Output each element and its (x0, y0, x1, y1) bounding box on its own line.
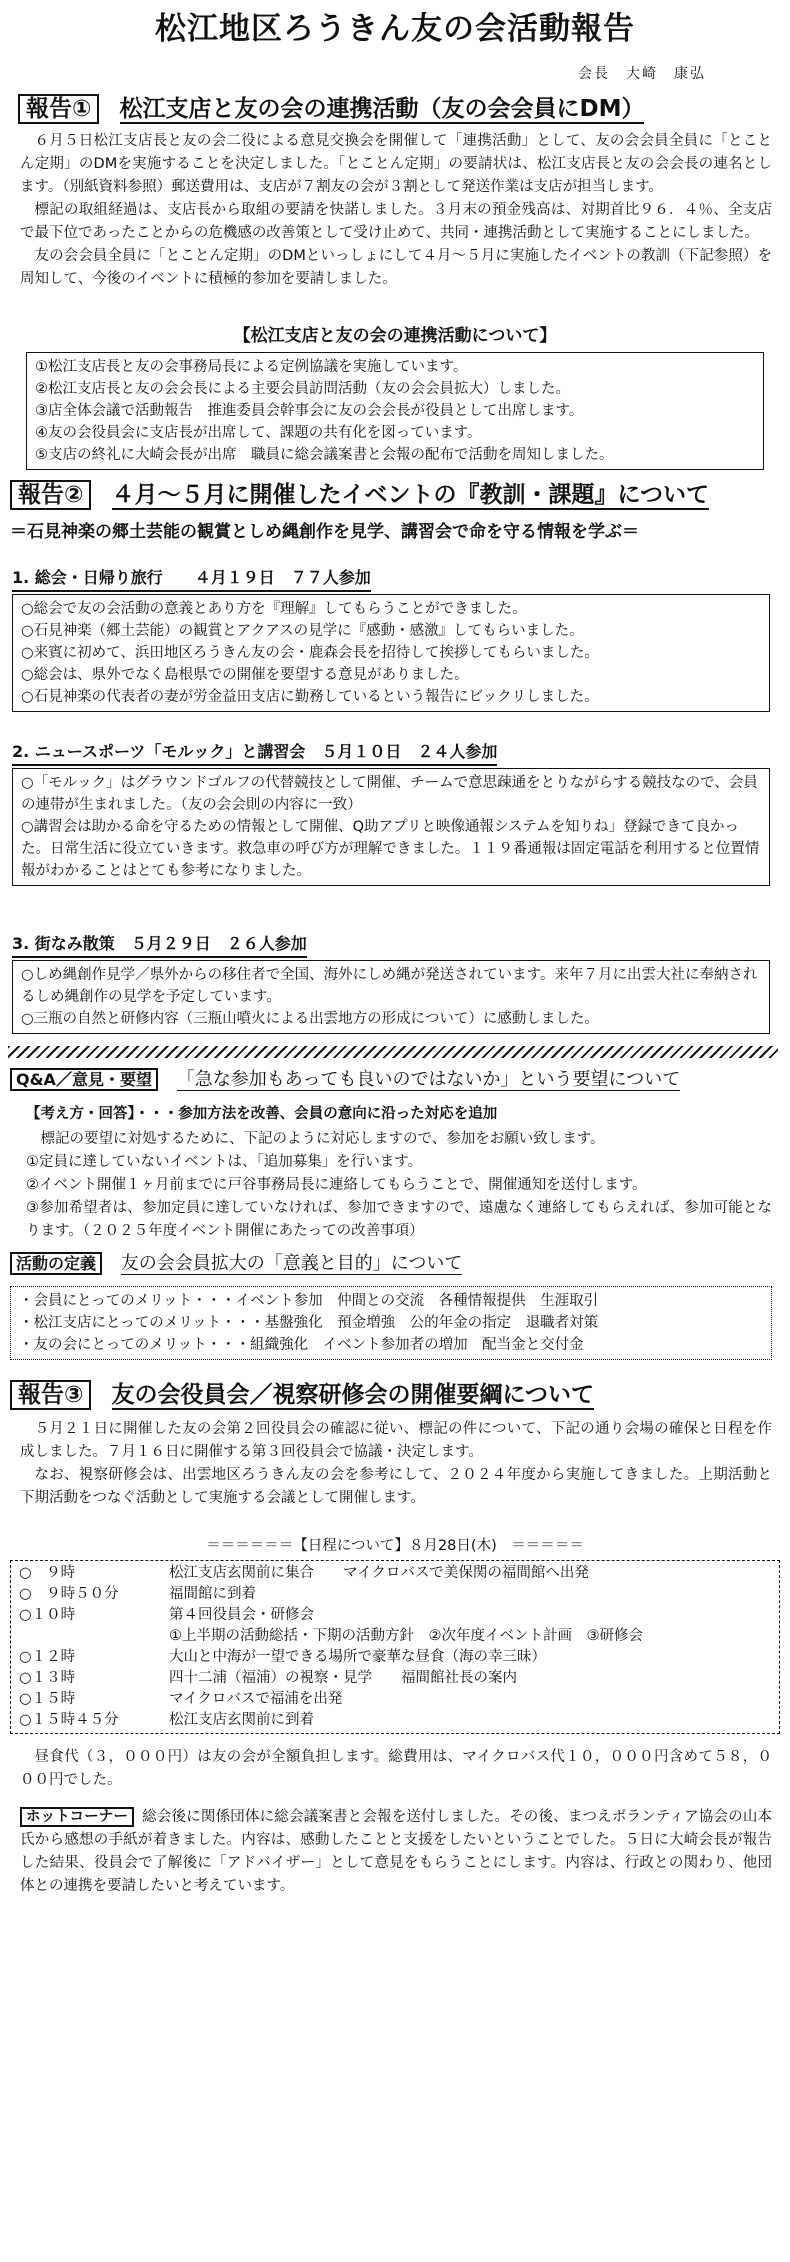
definition-header (10, 1250, 462, 1277)
list-item: ・友の会にとってのメリット・・・組織強化 イベント参加者の増加 配当金と交付金 (19, 1337, 584, 1353)
schedule-desc: ①上半期の活動総括・下期の活動方針 ②次年度イベント計画 ③研修会 (169, 1628, 643, 1644)
qa-header (10, 1066, 680, 1093)
schedule-time: ○１５時 (19, 1691, 76, 1707)
hot-corner-text: 総会後に関係団体に総会議案書と会報を送付しました。その後、まつえボランティア協会の山本氏から感想の手紙が着きました。内容は、感動したことと支援をしたいということでした。５日に大崎会長が報告した結果、役員会で了解後に「アドバイザー」として意見をもらうことにします。内容は、行政との関わり、他団体との連携を要請したいと考えています。 (20, 1809, 772, 1894)
report1-tag: 報告① (18, 94, 99, 124)
report3-body (20, 1418, 772, 1510)
paragraph: ②イベント開催１ヶ月前までに戸谷事務局長に連絡してもらうことで、開催通知を送付します。 (26, 1177, 647, 1193)
qa-tag: Q&A／意見・要望 (10, 1068, 158, 1091)
list-item: ⑤支店の終礼に大崎会長が出席 職員に総会議案書と会報の配布で活動を周知しました。 (35, 447, 614, 463)
list-item: ○総会は、県外でなく島根県での開催を要望する意見がありました。 (21, 667, 469, 683)
report1-body (20, 130, 772, 291)
paragraph: なお、視察研修会は、出雲地区ろうきん友の会を参考にして、２０２４年度から実施してきました。上期活動と下期活動をつなぐ活動として実施する会議として開催します。 (20, 1467, 772, 1506)
list-item: ○しめ縄創作見学／県外からの移住者で全国、海外にしめ縄が発送されています。来年７月に出雲大社に奉納されるしめ縄創作の見学を予定しています。 (21, 967, 758, 1005)
schedule-desc: 大山と中海が一望できる場所で豪華な昼食（海の幸三昧） (169, 1649, 546, 1665)
list-item: ・会員にとってのメリット・・・イベント参加 仲間との交流 各種情報提供 生涯取引 (19, 1293, 599, 1309)
schedule-desc: 松江支店玄関前に集合 マイクロバスで美保関の福間館へ出発 (169, 1565, 589, 1581)
schedule-time (19, 1626, 169, 1647)
list-item: ・松江支店にとってのメリット・・・基盤強化 預金増強 公的年金の指定 退職者対策 (19, 1315, 599, 1331)
list-item: ①松江支店長と友の会事務局長による定例協議を実施しています。 (35, 359, 468, 375)
paragraph: 昼食代（３，０００円）は友の会が全額負担します。総費用は、マイクロバス代１０，０００円含めて５８，０００円でした。 (20, 1749, 772, 1788)
definition-heading: 友の会会員拡大の「意義と目的」について (120, 1253, 463, 1274)
qa-body (26, 1128, 772, 1243)
report2-tag: 報告② (10, 480, 91, 510)
event1-box (12, 594, 770, 712)
report1-header (18, 92, 644, 127)
report2-subtitle: ＝石見神楽の郷土芸能の観賞としめ縄創作を見学、講習会で命を守る情報を学ぶ＝ (10, 522, 639, 542)
report2-header (10, 478, 709, 513)
list-item: ○総会で友の会活動の意義とあり方を『理解』してもらうことができました。 (21, 601, 527, 617)
paragraph: ５月２１日に開催した友の会第２回役員会の確認に従い、標記の件について、下記の通り会場の確保と日程を作成しました。７月１６日に開催する第３回役員会で協議・決定します。 (20, 1421, 772, 1460)
report2-heading: ４月～５月に開催したイベントの『教訓・課題』について (111, 482, 710, 508)
schedule-row (19, 1668, 771, 1689)
report3-tag: 報告③ (10, 1380, 91, 1410)
report3-heading: 友の会役員会／視察研修会の開催要綱について (111, 1382, 595, 1408)
list-item: ○石見神楽（郷土芸能）の観賞とアクアスの見学に『感動・感激』してもらいました。 (21, 623, 584, 639)
schedule-time: ○ ９時５０分 (19, 1586, 119, 1602)
schedule-time: ○１５時４５分 (19, 1712, 119, 1728)
definition-tag: 活動の定義 (10, 1252, 102, 1275)
schedule-desc: 四十二浦（福浦）の視察・見学 福間館社長の案内 (169, 1670, 517, 1686)
paragraph: ６月５日松江支店長と友の会二役による意見交換会を開催して「連携活動」として、友の会会員全員に「とことん定期」のDMを実施することを決定しました。「とことん定期」の要請状は、松江支店長と友の会会長の連名とします。（別紙資料参照）郵送費用は、支店が７割友の会が３割として発送作業は支店が担当します。 (20, 133, 772, 195)
schedule-row (19, 1710, 771, 1731)
event2-heading: 2. ニュースポーツ「モルック」と講習会 ５月１０日 ２４人参加 (12, 740, 497, 766)
paragraph: 友の会会員全員に「とことん定期」のDMといっしょにして４月～５月に実施したイベントの教訓（下記参照）を周知して、今後のイベントに積極的参加を要請しました。 (20, 248, 772, 287)
report1-heading: 松江支店と友の会の連携活動（友の会会員にDM） (119, 96, 645, 122)
event3-box (12, 960, 770, 1034)
list-item: ④友の会役員会に支店長が出席して、課題の共有化を図っています。 (35, 425, 482, 441)
definition-box (10, 1286, 772, 1360)
event2-box (12, 768, 770, 886)
schedule-time: ○ ９時 (19, 1565, 76, 1581)
list-item: ○三瓶の自然と研修内容（三瓶山噴火による出雲地方の形成について）に感動しました。 (21, 1011, 599, 1027)
divider (8, 1046, 778, 1058)
list-item: ○講習会は助かる命を守るための情報として開催、Q助アプリと映像通報システムを知りね」登録できて良かった。日常生活に役立ていきます。救急車の呼び方が理解できました。１１９番通報は固定電話を利用すると位置情報がわかることはとても参考になりました。 (21, 819, 760, 879)
page-title: 松江地区ろうきん友の会活動報告 (155, 11, 635, 47)
schedule-row (19, 1563, 771, 1584)
hot-corner (20, 1806, 772, 1898)
paragraph: 標記の要望に対処するために、下記のように対応しますので、参加をお願い致します。 (40, 1131, 605, 1147)
schedule-desc: 松江支店玄関前に到着 (169, 1712, 314, 1728)
list-item: ③店全体会議で活動報告 推進委員会幹事会に友の会会長が役員として出席します。 (35, 403, 584, 419)
report1-box-title: 【松江支店と友の会の連携活動について】 (233, 326, 557, 346)
event3-heading: 3. 街なみ散策 ５月２９日 ２６人参加 (12, 932, 307, 958)
schedule-row (19, 1626, 771, 1647)
list-item: ○来賓に初めて、浜田地区ろうきん友の会・鹿森会長を招待して挨拶してもらいました。 (21, 645, 599, 661)
paragraph: ①定員に達していないイベントは、「追加募集」を行います。 (26, 1154, 423, 1170)
qa-heading: 「急な参加もあっても良いのではないか」という要望について (176, 1069, 681, 1090)
hot-corner-tag: ホットコーナー (20, 1807, 134, 1827)
schedule-time: ○１０時 (19, 1607, 76, 1623)
report3-header (10, 1378, 594, 1413)
schedule-time: ○１２時 (19, 1649, 76, 1665)
schedule-desc: マイクロバスで福浦を出発 (169, 1691, 343, 1707)
paragraph: 標記の取組経過は、支店長から取組の要請を快諾しました。３月末の預金残高は、対期首比９６．４％、全支店で最下位であったことからの危機感の改善策として受け止めて、共同・連携活動として実施することにしました。 (20, 202, 772, 241)
schedule-time: ○１３時 (19, 1670, 76, 1686)
schedule-row (19, 1647, 771, 1668)
schedule-row (19, 1689, 771, 1710)
list-item: ○石見神楽の代表者の妻が労金益田支店に勤務しているという報告にビックリしました。 (21, 689, 599, 705)
schedule-box (10, 1560, 780, 1734)
paragraph: ③参加希望者は、参加定員に達していなければ、参加できますので、遠慮なく連絡してもらえれば、参加可能となります。（２０２５年度イベント開催にあたっての改善事項） (26, 1200, 772, 1239)
schedule-row (19, 1605, 771, 1626)
qa-answer-title: 【考え方・回答】・・・参加方法を改善、会員の意向に沿った対応を追加 (26, 1106, 498, 1122)
event1-heading: 1. 総会・日帰り旅行 ４月１９日 ７７人参加 (12, 566, 371, 592)
schedule-row (19, 1584, 771, 1605)
author: 会長 大崎 康弘 (578, 66, 706, 82)
schedule-footnote (20, 1746, 772, 1792)
schedule-desc: 福間館に到着 (169, 1586, 256, 1602)
list-item: ○「モルック」はグラウンドゴルフの代替競技として開催、チームで意思疎通をとりながらする競技なので、会員の連帯が生まれました。（友の会会則の内容に一致） (21, 775, 758, 813)
schedule-title: ＝＝＝＝＝＝【日程について】８月28日(木) ＝＝＝＝＝ (206, 1538, 584, 1554)
list-item: ②松江支店長と友の会会長による主要会員訪問活動（友の会会員拡大）しました。 (35, 381, 570, 397)
schedule-desc: 第４回役員会・研修会 (169, 1607, 314, 1623)
report1-box (26, 352, 764, 470)
